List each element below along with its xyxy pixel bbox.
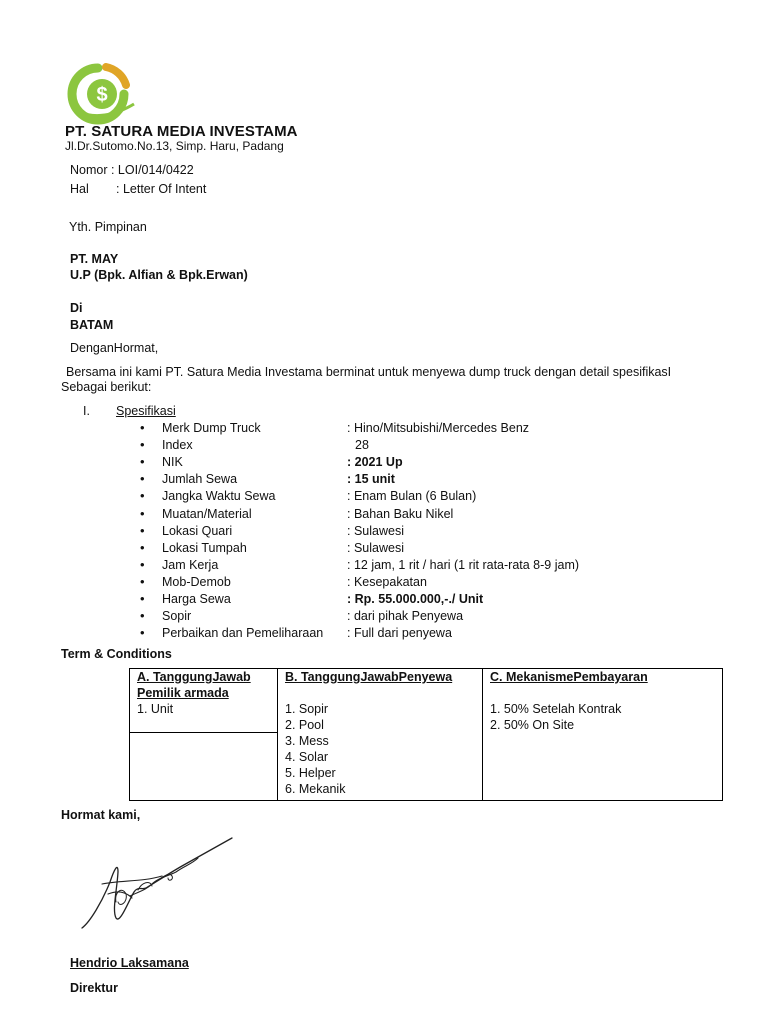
spec-value: : Sulawesi (347, 540, 404, 555)
closing-regards: Hormat kami, (61, 808, 141, 822)
col-b-item: 4. Solar (285, 750, 329, 764)
spec-item (0, 541, 768, 558)
spec-value: : Bahan Baku Nikel (347, 506, 454, 521)
col-b-cell (278, 669, 483, 801)
intro-line-1: Bersama ini kami PT. Satura Media Investama berminat untuk menyewa dump truck dengan detail spesifikasI (66, 365, 672, 379)
intro-line-2: Sebagai berikut: (61, 380, 152, 394)
bullet-icon: • (140, 573, 145, 589)
bullet-icon: • (140, 471, 145, 487)
col-a-item: 1. Unit (137, 702, 174, 716)
signer-name: Hendrio Laksamana (70, 956, 189, 970)
spec-label: Lokasi Quari (162, 523, 233, 538)
spec-label: Lokasi Tumpah (162, 540, 247, 555)
col-b-title: B. TanggungJawabPenyewa (285, 670, 453, 684)
section-numeral: I. (83, 404, 90, 418)
spec-value: : Full dari penyewa (347, 626, 452, 641)
col-b-item: 2. Pool (285, 718, 324, 732)
spec-value: : Sulawesi (347, 523, 404, 538)
col-a-title-line1: A. TanggungJawab (137, 670, 251, 684)
spec-label: Index (162, 438, 193, 453)
bullet-icon: • (140, 454, 145, 470)
terms-table (129, 668, 723, 801)
spec-item (0, 489, 768, 506)
col-a-title-line2: Pemilik armada (137, 686, 229, 700)
spec-label: Jam Kerja (162, 557, 219, 572)
spec-item (0, 609, 768, 626)
bullet-icon: • (140, 437, 145, 453)
recipient-di: Di (70, 301, 83, 315)
col-b-item: 5. Helper (285, 766, 336, 780)
spec-label: Jumlah Sewa (162, 472, 238, 487)
bullet-icon: • (140, 539, 145, 555)
bullet-icon: • (140, 488, 145, 504)
spec-item (0, 524, 768, 541)
recipient-attention: U.P (Bpk. Alfian & Bpk.Erwan) (70, 268, 248, 282)
spec-value: : Enam Bulan (6 Bulan) (347, 489, 477, 504)
company-logo (64, 60, 146, 126)
spec-value: : 15 unit (347, 472, 395, 487)
spec-label: Sopir (162, 609, 192, 624)
subject-label: Hal (70, 182, 89, 196)
spec-item (0, 472, 768, 489)
spec-value: : 12 jam, 1 rit / hari (1 rit rata-rata 8-9 jam) (347, 557, 580, 572)
spec-item (0, 421, 768, 438)
col-a-empty-cell (130, 733, 278, 801)
col-c-item: 1. 50% Setelah Kontrak (490, 702, 622, 716)
spec-value: : Hino/Mitsubishi/Mercedes Benz (347, 421, 530, 435)
bullet-icon: • (140, 420, 145, 435)
spec-label: Muatan/Material (162, 506, 252, 521)
spec-label: Perbaikan dan Pemeliharaan (162, 626, 324, 641)
spec-item (0, 438, 768, 455)
bullet-icon: • (140, 625, 145, 641)
logo-dollar-glyph: $ (96, 84, 108, 106)
col-a-cell (130, 669, 278, 733)
spec-label: Jangka Waktu Sewa (162, 489, 276, 504)
spec-item (0, 575, 768, 592)
terms-heading: Term & Conditions (61, 647, 172, 661)
bullet-icon: • (140, 505, 145, 521)
col-b-item: 1. Sopir (285, 702, 329, 716)
spec-value: : 2021 Up (347, 455, 403, 470)
spec-item (0, 507, 768, 524)
spec-label: Harga Sewa (162, 592, 231, 606)
bullet-icon: • (140, 556, 145, 572)
col-b-item: 6. Mekanik (285, 782, 346, 796)
recipient-city: BATAM (70, 318, 114, 332)
company-address: Jl.Dr.Sutomo.No.13, Simp. Haru, Padang (65, 139, 284, 153)
spec-value: : Rp. 55.000.000,-./ Unit (347, 592, 484, 606)
spec-value: : Kesepakatan (347, 574, 427, 589)
spec-item (0, 626, 768, 643)
spec-label: Mob-Demob (162, 574, 231, 589)
col-c-title: C. MekanismePembayaran (490, 670, 648, 684)
spec-item (0, 592, 768, 609)
col-b-item: 3. Mess (285, 734, 329, 748)
spec-item (0, 558, 768, 575)
spec-label: Merk Dump Truck (162, 421, 261, 435)
letter-number: Nomor : LOI/014/0422 (70, 163, 194, 177)
col-c-cell (483, 669, 723, 801)
spec-value: 28 (355, 438, 369, 453)
signer-title: Direktur (70, 981, 118, 995)
spec-label: NIK (162, 455, 183, 470)
bullet-icon: • (140, 608, 145, 624)
salutation-to: Yth. Pimpinan (69, 220, 147, 234)
spec-item (0, 455, 768, 472)
company-name: PT. SATURA MEDIA INVESTAMA (65, 123, 298, 140)
signature-image (72, 832, 238, 936)
bullet-icon: • (140, 522, 145, 538)
col-c-item: 2. 50% On Site (490, 718, 575, 732)
greeting: DenganHormat, (70, 341, 159, 355)
recipient-company: PT. MAY (70, 252, 119, 266)
bullet-icon: • (140, 591, 145, 606)
section-title: Spesifikasi (116, 404, 176, 418)
spec-value: : dari pihak Penyewa (347, 609, 464, 624)
subject-value: : Letter Of Intent (116, 182, 207, 196)
